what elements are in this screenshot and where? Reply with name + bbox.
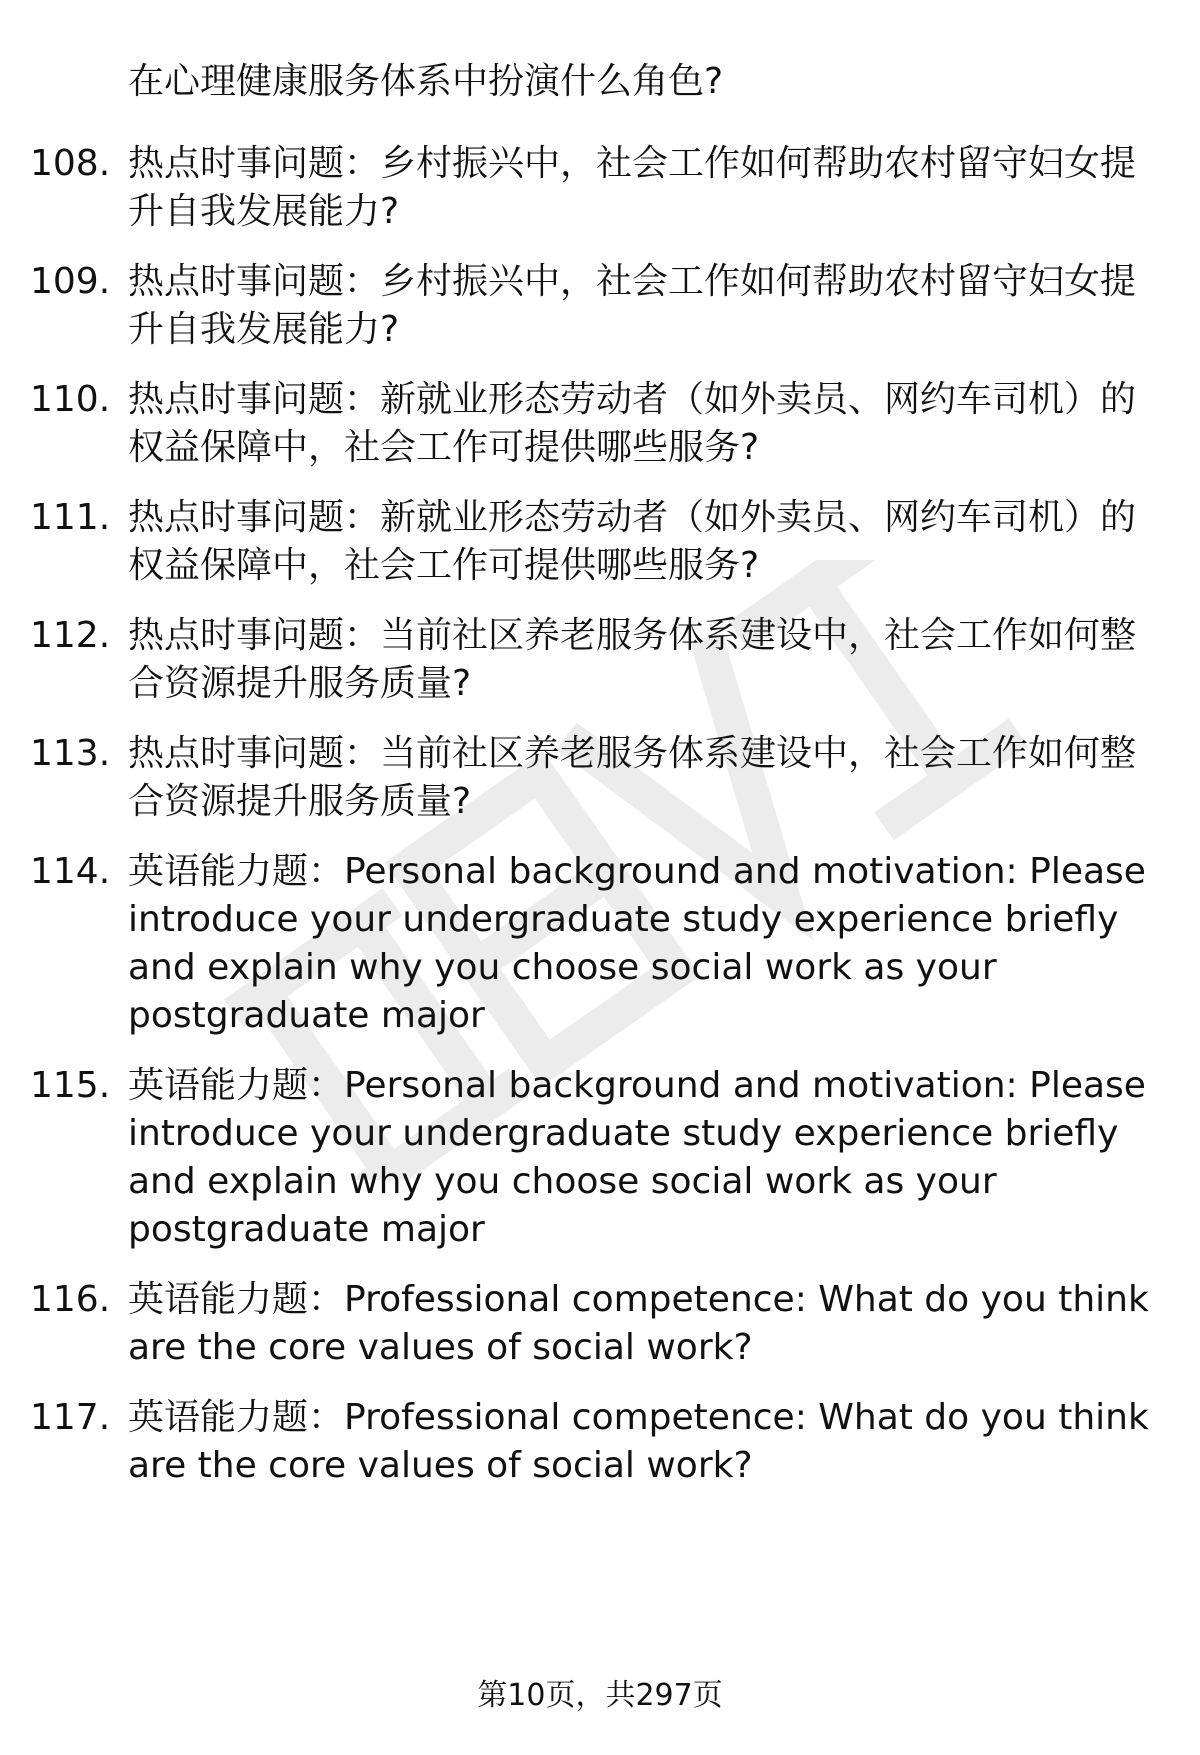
question-number: 116. [30,1279,111,1320]
question-text: 英语能力题：Personal background and motivation: Please introduce your undergraduate study experience briefly and explain why you choose social work as your postgraduate major [128,1065,1146,1250]
question-number: 112. [30,615,111,656]
question-number: 108. [30,143,111,184]
question-number: 111. [30,497,111,538]
question-item [30,376,1170,472]
question-item [30,258,1170,354]
question-item [30,494,1170,590]
question-item [30,612,1170,708]
question-text: 热点时事问题：乡村振兴中，社会工作如何帮助农村留守妇女提升自我发展能力? [128,143,1137,232]
question-text: 热点时事问题：当前社区养老服务体系建设中，社会工作如何整合资源提升服务质量? [128,615,1137,704]
question-text: 热点时事问题：当前社区养老服务体系建设中，社会工作如何整合资源提升服务质量? [128,733,1137,822]
question-number: 109. [30,261,111,302]
question-text: 热点时事问题：新就业形态劳动者（如外卖员、网约车司机）的权益保障中，社会工作可提供哪些服务? [128,379,1137,468]
question-text: 英语能力题：Professional competence: What do you think are the core values of social work? [128,1279,1149,1368]
question-number: 110. [30,379,111,420]
question-text: 英语能力题：Professional competence: What do you think are the core values of social work? [128,1397,1149,1486]
question-number: 114. [30,851,111,892]
question-item [30,730,1170,826]
question-item [30,140,1170,236]
question-text: 热点时事问题：新就业形态劳动者（如外卖员、网约车司机）的权益保障中，社会工作可提供哪些服务? [128,497,1137,586]
question-item [30,1276,1170,1372]
question-text: 热点时事问题：乡村振兴中，社会工作如何帮助农村留守妇女提升自我发展能力? [128,261,1137,350]
question-item [30,1394,1170,1490]
question-number: 113. [30,733,111,774]
question-number: 117. [30,1397,111,1438]
continued-question-text: 在心理健康服务体系中扮演什么角色? [128,61,724,102]
page-footer: 第10页，共297页 [477,1678,723,1713]
question-number: 115. [30,1065,111,1106]
question-text: 英语能力题：Personal background and motivation: Please introduce your undergraduate study experience briefly and explain why you choose social work as your postgraduate major [128,851,1146,1036]
question-item [30,1062,1170,1254]
question-list [30,140,1170,1490]
question-item [30,848,1170,1040]
